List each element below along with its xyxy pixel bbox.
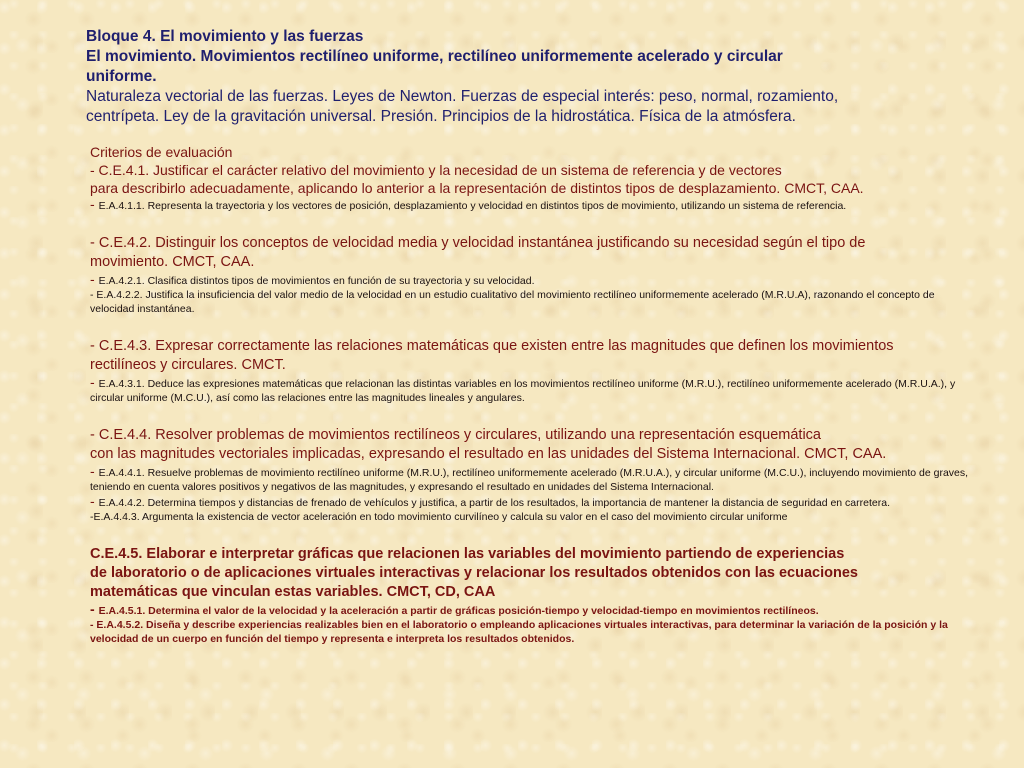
criterion-text: - C.E.4.4. Resolver problemas de movimientos rectilíneos y circulares, utilizando una representación esquemática [90,427,821,443]
standard-item [90,375,970,405]
bullet-dash: - [90,374,99,390]
standard-item [90,197,970,213]
criterion-text: con las magnitudes vectoriales implicadas, expresando el resultado en las unidades del Sistema Internacional. CMCT, CAA. [90,446,887,462]
standard-item [90,464,970,494]
criterion-text: movimiento. CMCT, CAA. [90,254,255,270]
standard-text: E.A.4.1.1. Representa la trayectoria y los vectores de posición, desplazamiento y velocidad en distintos tipos de movimiento, utilizando un sistema de referencia. [98,200,847,212]
criterion-ce-4-3 [90,337,970,405]
standard-item [90,494,970,510]
content-line-uniforme: uniforme. [86,68,157,85]
evaluation-criteria [90,143,970,667]
criterion-text: - C.E.4.2. Distinguir los conceptos de velocidad media y velocidad instantánea justificando su necesidad según el tipo de [90,235,866,251]
standard-text: E.A.4.5.1. Determina el valor de la velocidad y la aceleración a partir de gráficas posición-tiempo y velocidad-tiempo en movimientos rectilíneos. [98,605,819,617]
criteria-heading: Criterios de evaluación [90,144,233,160]
standard-text: E.A.4.4.1. Resuelve problemas de movimiento rectilíneo uniforme (M.R.U.), rectilíneo uniformemente acelerado (M.R.U.A.), y circular uniforme (M.C.U.), incluyendo movimiento de graves, teniendo en cuenta valores positivos y negativos de las magnitudes, y expresando el resultado en unidades del Sistema Internacional. [90,467,969,493]
standard-item [90,272,970,288]
criterion-ce-4-4 [90,426,970,524]
standard-text: E.A.4.2.1. Clasifica distintos tipos de movimientos en función de su trayectoria y su velocidad. [98,275,535,287]
standard-item [90,602,970,618]
bullet-dash: - [90,271,99,287]
bullet-dash: - [90,196,99,212]
criterion-text: matemáticas que vinculan estas variables. CMCT, CD, CAA [90,584,496,600]
standard-text: E.A.4.3.1. Deduce las expresiones matemáticas que relacionan las distintas variables en los movimientos rectilíneo uniforme (M.R.U.), rectilíneo uniformemente acelerado (M.R.U.A.), y circular uniforme (M.C.U.), así como las relaciones entre las magnitudes lineales y angulares. [90,378,956,404]
block-title: Bloque 4. El movimiento y las fuerzas [86,28,364,45]
bullet-dash: - [90,463,99,479]
standard-item: -E.A.4.4.3. Argumenta la existencia de vector aceleración en todo movimiento curvilíneo y calcula su valor en el caso del movimiento circular uniforme [90,511,788,523]
criterion-text: rectilíneos y circulares. CMCT. [90,357,286,373]
standard-text: E.A.4.4.2. Determina tiempos y distancias de frenado de vehículos y justifica, a partir de los resultados, la importancia de mantener la distancia de seguridad en carretera. [98,497,890,509]
standard-item: - E.A.4.2.2. Justifica la insuficiencia del valor medio de la velocidad en un estudio cualitativo del movimiento rectilíneo uniformemente acelerado (M.R.U.A), razonando el concepto de velocidad instantánea. [90,289,935,315]
criterion-text: C.E.4.5. Elaborar e interpretar gráficas que relacionen las variables del movimiento partiendo de experiencias [90,546,845,562]
content-line-fuerzas: Naturaleza vectorial de las fuerzas. Leyes de Newton. Fuerzas de especial interés: peso, normal, rozamiento, [86,88,839,105]
criterion-text: - C.E.4.3. Expresar correctamente las relaciones matemáticas que existen entre las magnitudes que definen los movimientos [90,338,894,354]
bullet-dash: - [90,493,99,509]
criterion-text: - C.E.4.1. Justificar el carácter relativo del movimiento y la necesidad de un sistema de referencia y de vectores [90,162,782,178]
content-line-movimiento: El movimiento. Movimientos rectilíneo uniforme, rectilíneo uniformemente acelerado y circular [86,48,783,65]
criterion-text: para describirlo adecuadamente, aplicando lo anterior a la representación de distintos tipos de desplazamiento. CMCT, CAA. [90,180,864,196]
block-header [86,27,986,127]
criterion-text: de laboratorio o de aplicaciones virtuales interactivas y relacionar los resultados obtenidos con las ecuaciones [90,565,858,581]
content-line-gravitacion: centrípeta. Ley de la gravitación universal. Presión. Principios de la hidrostática. Física de la atmósfera. [86,108,796,125]
criterion-ce-4-2 [90,234,970,316]
standard-item: - E.A.4.5.2. Diseña y describe experiencias realizables bien en el laboratorio o empleando aplicaciones virtuales interactivas, para determinar la variación de la posición y la velocidad de un cuerpo en función del tiempo y representa e interpreta los resultados obtenidos. [90,619,948,645]
criterion-ce-4-5 [90,545,970,646]
criterion-ce-4-1 [90,161,970,213]
bullet-dash: - [90,601,99,617]
